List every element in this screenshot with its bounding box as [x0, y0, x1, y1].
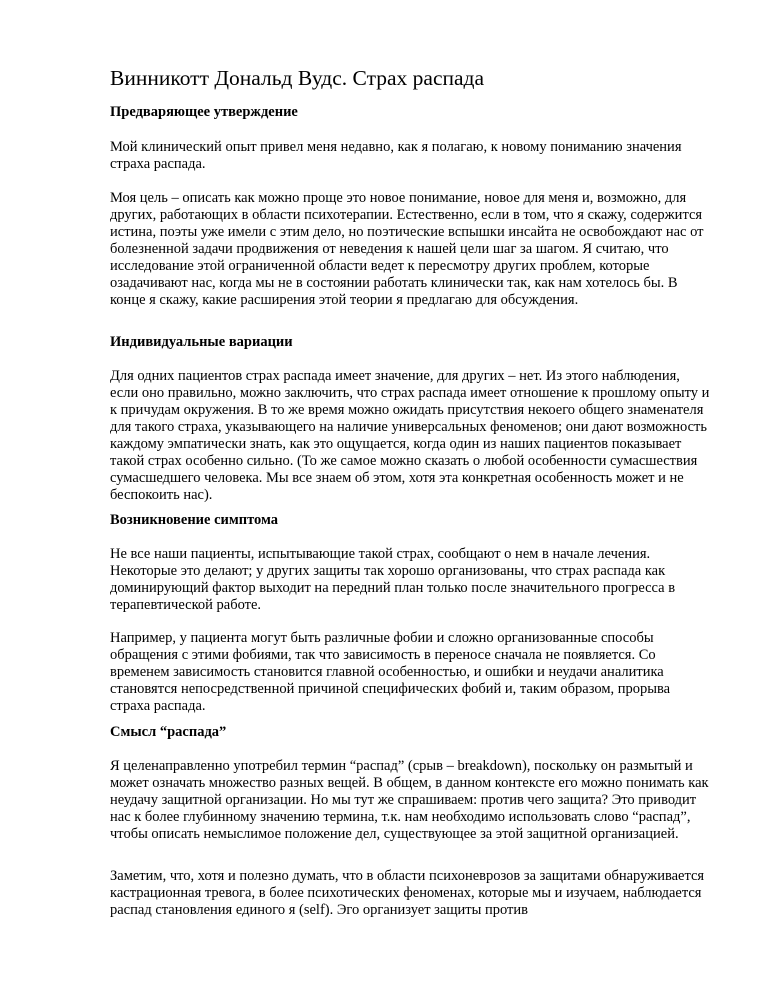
section-heading: Возникновение симптома [110, 512, 279, 528]
paragraph: Моя цель – описать как можно проще это новое понимание, новое для меня и, возможно, для других, работающих в области психотерапии. Естественно, если в том, что я скажу, содержится истина, поэты уже имели с этим дело, но поэтические вспышки инсайта не освобождают нас от болезненной задачи продвижения от неведения к нашей цели шаг за шагом. Я считаю, что исследование этой ограниченной области ведет к пересмотру других проблем, которые озадачивают нас, когда мы не в состоянии работать клинически так, как нам хотелось бы. В конце я скажу, какие расширения этой теории я предлагаю для обсуждения. [110, 190, 704, 308]
document-title: Винникотт Дональд Вудс. Страх распада [110, 66, 485, 90]
paragraph: Не все наши пациенты, испытывающие такой страх, сообщают о нем в начале лечения. Некоторые это делают; у других защиты так хорошо организованы, что страх распада как доминирующий фактор выходит на передний план только после значительного прогресса в терапевтической работе. [110, 546, 676, 613]
paragraph: Для одних пациентов страх распада имеет значение, для других – нет. Из этого наблюдения, если оно правильно, можно заключить, что страх распада имеет отношение к прошлому опыту и к причудам окружения. В то же время можно ожидать присутствия некоего общего знаменателя для такого страха, указывающего на наличие универсальных феноменов; они дают возможность каждому эмпатически знать, как это ощущается, когда один из наших пациентов показывает такой страх особенно сильно. (То же самое можно сказать о любой особенности сумасшествия сумасшедшего человека. Мы все знаем об этом, хотя эта конкретная особенность может и не беспокоить нас). [110, 368, 710, 503]
section-heading: Смысл “распада” [110, 724, 227, 740]
section-heading: Предваряющее утверждение [110, 104, 298, 120]
paragraph: Я целенаправленно употребил термин “распад” (срыв – breakdown), поскольку он размытый и может означать множество разных вещей. В общем, в данном контексте его можно понимать как неудачу защитной организации. Но мы тут же спрашиваем: против чего защита? Это приводит нас к более глубинному значению термина, т.к. нам необходимо использовать слово “распад”, чтобы описать немыслимое положение дел, существующее за этой защитной организацией. [110, 758, 709, 842]
section-heading: Индивидуальные вариации [110, 334, 293, 350]
paragraph: Мой клинический опыт привел меня недавно, как я полагаю, к новому пониманию значения страха распада. [110, 139, 682, 172]
paragraph: Например, у пациента могут быть различные фобии и сложно организованные способы обращения с этими фобиями, так что зависимость в переносе сначала не появляется. Со временем зависимость становится главной особенностью, и ошибки и неудачи аналитика становятся непосредственной причиной специфических фобий и, таким образом, прорыва страха распада. [110, 630, 671, 714]
paragraph: Заметим, что, хотя и полезно думать, что в области психоневрозов за защитами обнаруживается кастрационная тревога, в более психотических феноменах, которые мы и изучаем, наблюдается распад становления единого я (self). Эго организует защиты против [110, 868, 705, 918]
